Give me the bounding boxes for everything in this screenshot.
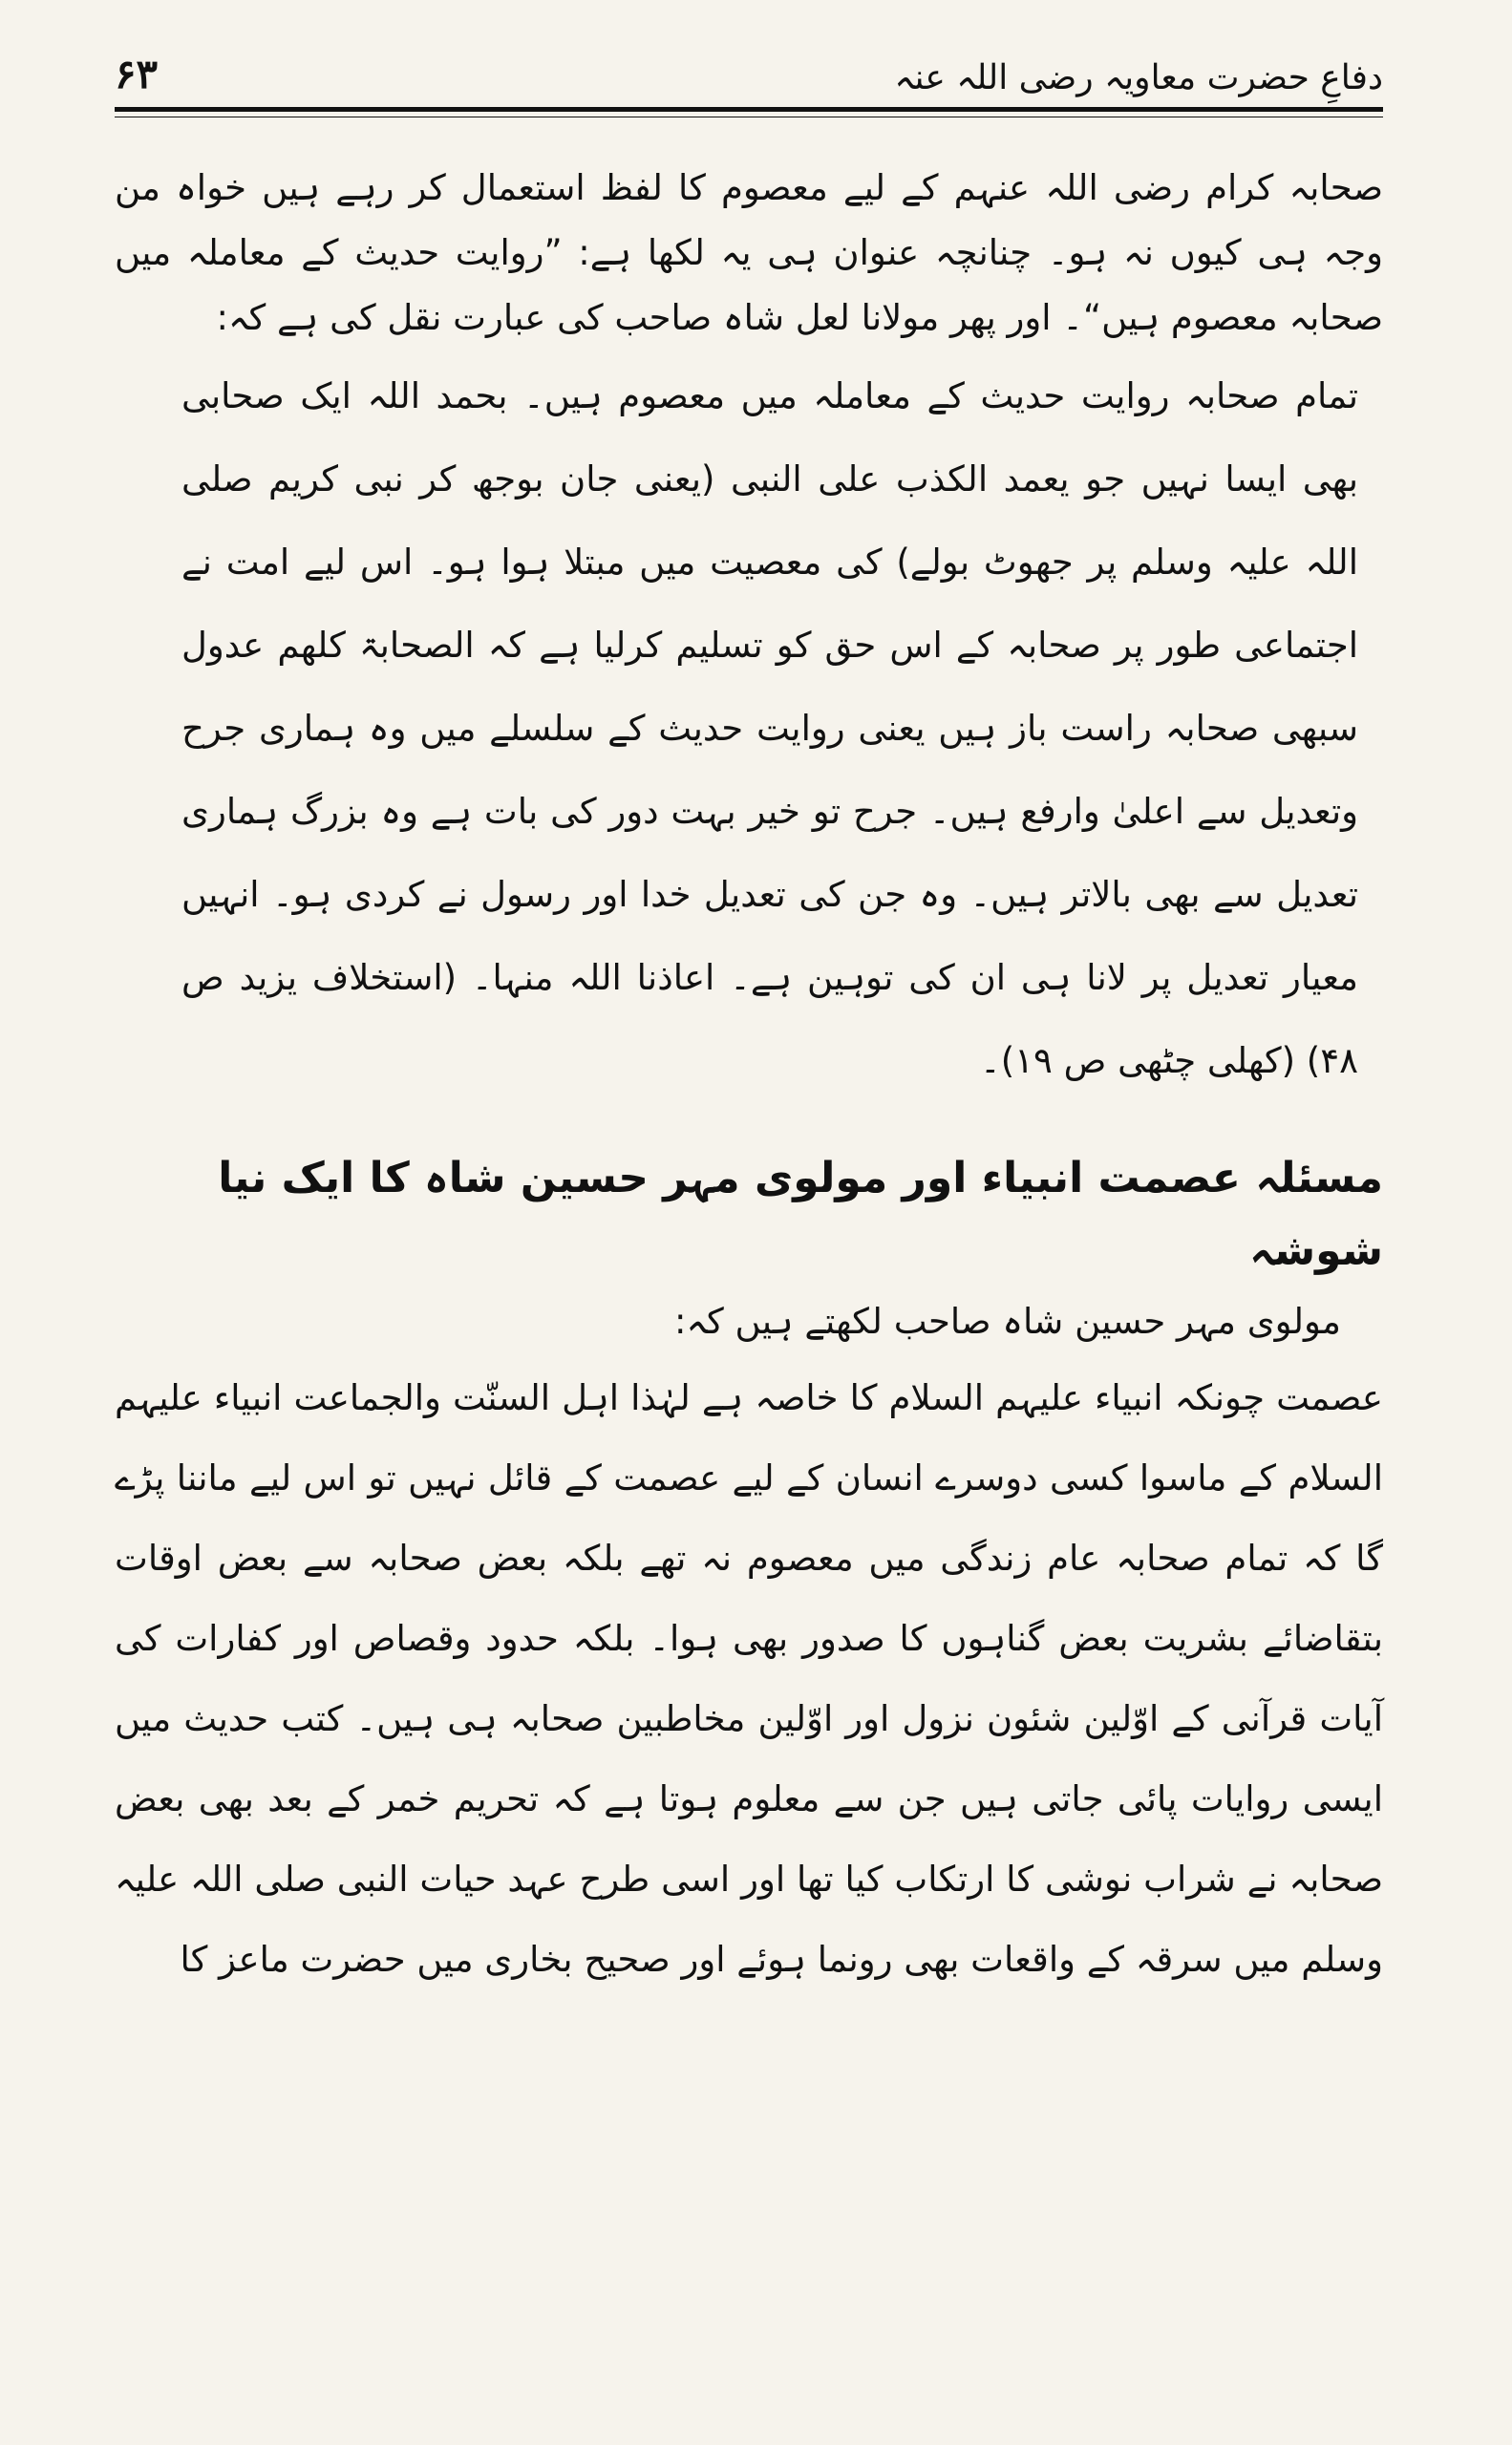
page-number: ۶۳ xyxy=(115,51,159,97)
block-quote-2: عصمت چونکہ انبیاء علیہم السلام کا خاصہ ہے لہٰذا اہل السنّت والجماعت انبیاء علیہم السلام کے ماسوا کسی دوسرے انسان کے لیے عصمت کے قائل نہیں تو اس لیے ماننا پڑے گا کہ تمام صحابہ عام زندگی میں معصوم نہ تھے بلکہ بعض صحابہ سے بعض اوقات بتقاضائے بشریت بعض گناہوں کا صدور بھی ہوا۔ بلکہ حدود وقصاص اور کفارات کی آیات قرآنی کے اوّلین شئون نزول اور اوّلین مخاطبین صحابہ ہی ہیں۔ کتب حدیث میں ایسی روایات پائی جاتی ہیں جن سے معلوم ہوتا ہے کہ تحریم خمر کے بعد بھی بعض صحابہ نے شراب نوشی کا ارتکاب کیا تھا اور اسی طرح عہد حیات النبی صلی اللہ علیہ وسلم میں سرقہ کے واقعات بھی رونما ہوئے اور صحیح بخاری میں حضرت ماعز کا xyxy=(115,1377,1383,1980)
intro-line: مولوی مہر حسین شاہ صاحب لکھتے ہیں کہ: xyxy=(674,1301,1341,1342)
body-paragraph: صحابہ کرام رضی اللہ عنہم کے لیے معصوم کا لفظ استعمال کر رہے ہیں خواہ من وجہ ہی کیوں نہ ہو۔ چنانچہ عنوان ہی یہ لکھا ہے: ”روایت حدیث کے معاملہ میں صحابہ معصوم ہیں“۔ اور پھر مولانا لعل شاہ صاحب کی عبارت نقل کی ہے کہ: xyxy=(115,167,1383,338)
running-title: دفاعِ حضرت معاویہ رضی اللہ عنہ xyxy=(894,58,1383,97)
page-header xyxy=(115,19,1383,97)
page-body xyxy=(115,156,1383,2000)
block-quote: تمام صحابہ روایت حدیث کے معاملہ میں معصوم ہیں۔ بحمد اللہ ایک صحابی بھی ایسا نہیں جو یعمد الکذب علی النبی (یعنی جان بوجھ کر نبی کریم صلی اللہ علیہ وسلم پر جھوٹ بولے) کی معصیت میں مبتلا ہوا ہو۔ اس لیے امت نے اجتماعی طور پر صحابہ کے اس حق کو تسلیم کرلیا ہے کہ الصحابۃ کلھم عدول سبھی صحابہ راست باز ہیں یعنی روایت حدیث کے سلسلے میں وہ ہماری جرح وتعدیل سے اعلیٰ وارفع ہیں۔ جرح تو خیر بہت دور کی بات ہے وہ بزرگ ہماری تعدیل سے بھی بالاتر ہیں۔ وہ جن کی تعدیل خدا اور رسول نے کردی ہو۔ انہیں معیار تعدیل پر لانا ہی ان کی توہین ہے۔ اعاذنا اللہ منہا۔ (استخلاف یزید ص ۴۸) (کھلی چٹھی ص ۱۹)۔ xyxy=(181,375,1358,1081)
section-heading: مسئلہ عصمت انبیاء اور مولوی مہر حسین شاہ کا ایک نیا شوشہ xyxy=(218,1154,1383,1275)
header-rule-thick xyxy=(115,107,1383,112)
